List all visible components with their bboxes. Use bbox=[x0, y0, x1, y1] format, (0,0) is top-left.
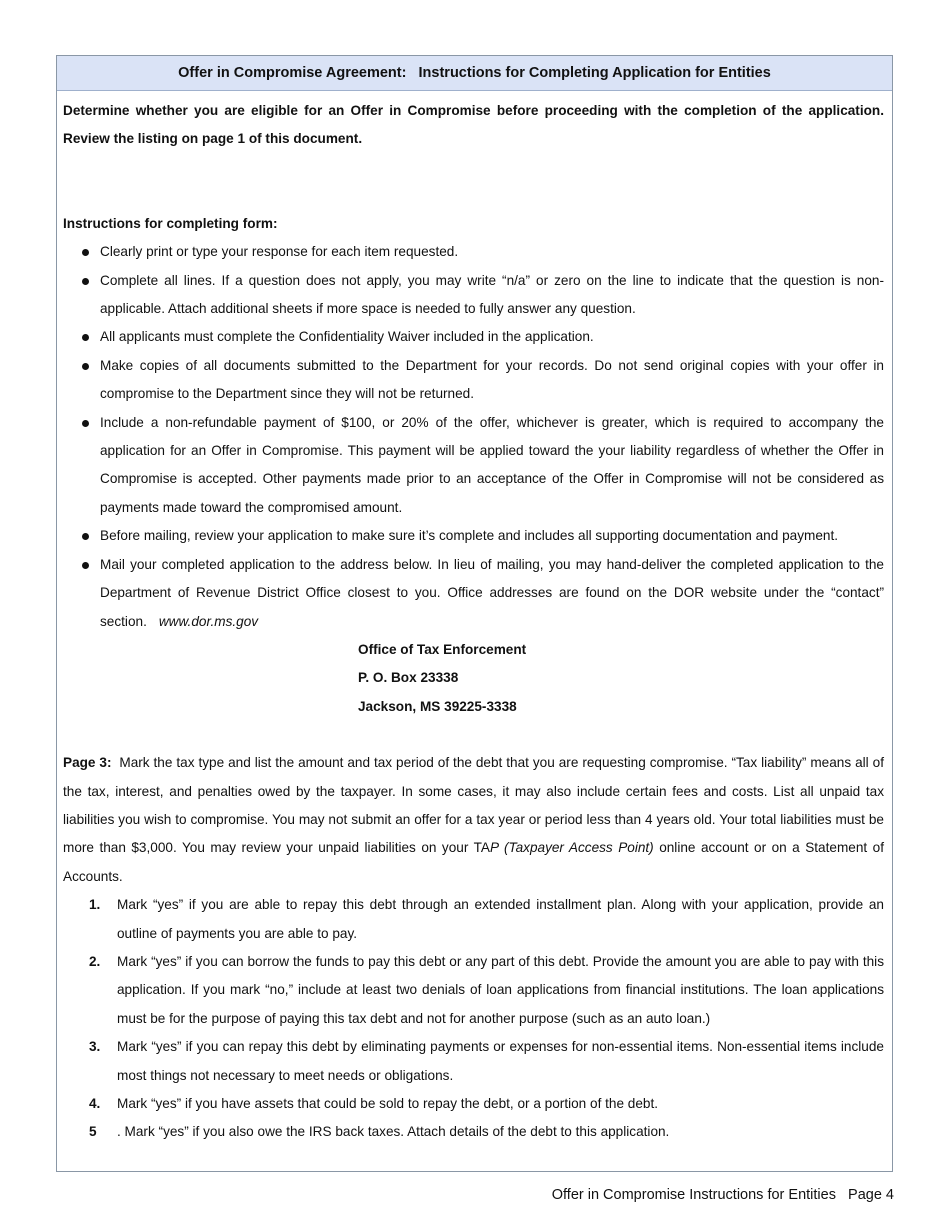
bullet-icon bbox=[82, 420, 89, 427]
list-item: All applicants must complete the Confidentiality Waiver included in the application. bbox=[100, 323, 884, 351]
eligibility-intro: Determine whether you are eligible for an Offer in Compromise before proceeding with the completion of the application. Review the listing on page 1 of this document. bbox=[63, 103, 884, 147]
bullet-icon bbox=[82, 562, 89, 569]
instructions-heading: Instructions for completing form: bbox=[63, 215, 278, 231]
step-number: 4. bbox=[89, 1096, 101, 1111]
panel-content bbox=[57, 91, 892, 1147]
list-item: Include a non-refundable payment of $100, or 20% of the offer, whichever is greater, which is required to accompany the application for an Offer in Compromise. This payment will be applied toward the your liability regardless of whether the Offer in Compromise is accepted. Other payments made prior to an acceptance of the Offer in Compromise will not be considered as payments made toward the compromised amount. bbox=[100, 409, 884, 523]
page-title: Offer in Compromise Agreement: Instructions for Completing Application for Entities bbox=[57, 56, 892, 91]
mailing-address-line1: Office of Tax Enforcement bbox=[358, 641, 527, 657]
instructions-panel bbox=[56, 55, 893, 1172]
step-number: 3. bbox=[89, 1039, 101, 1055]
page3-label: Page 3: bbox=[63, 755, 112, 771]
spacer bbox=[63, 154, 884, 210]
bullet-icon bbox=[82, 533, 89, 540]
step-number: 2. bbox=[89, 953, 101, 969]
step-number: 5 bbox=[89, 1124, 97, 1140]
bullet-icon bbox=[82, 363, 89, 370]
page3-steps bbox=[63, 891, 884, 1147]
list-item: Clearly print or type your response for each item requested. bbox=[100, 238, 884, 266]
bullet-icon bbox=[82, 278, 89, 285]
step-number: 1. bbox=[89, 897, 101, 913]
instructions-list bbox=[63, 238, 884, 636]
list-item: Make copies of all documents submitted to the Department for your records. Do not send original copies with your offer in compromise to the Department since they will not be returned. bbox=[100, 352, 884, 409]
mailing-address-line3: Jackson, MS 39225-3338 bbox=[358, 698, 517, 714]
spacer bbox=[63, 721, 884, 749]
list-item: 5 . Mark “yes” if you also owe the IRS back taxes. Attach details of the debt to this application. bbox=[117, 1118, 884, 1146]
list-item: 4. Mark “yes” if you have assets that could be sold to repay the debt, or a portion of the debt. bbox=[117, 1090, 884, 1118]
list-item: 2. Mark “yes” if you can borrow the funds to pay this debt or any part of this debt. Provide the amount you are able to pay with this application. If you mark “no,” include at least two denials of loan applications from financial institutions. The loan applications must be for the purpose of paying this tax debt and not for another purpose (such as an auto loan.) bbox=[117, 948, 884, 1033]
bullet-icon bbox=[82, 334, 89, 341]
website-link[interactable]: www.dor.ms.gov bbox=[158, 613, 259, 629]
list-item: 3. Mark “yes” if you can repay this debt by eliminating payments or expenses for non-essential items. Non-essential items include most things not necessary to meet needs or obligations. bbox=[117, 1033, 884, 1090]
list-item: Complete all lines. If a question does not apply, you may write “n/a” or zero on the line to indicate that the question is non-applicable. Attach additional sheets if more space is needed to fully answer any question. bbox=[100, 267, 884, 324]
page-footer: Offer in Compromise Instructions for Entities Page 4 bbox=[551, 1187, 894, 1203]
list-item: Mail your completed application to the address below. In lieu of mailing, you may hand-deliver the completed application to the Department of Revenue District Office closest to you. Office addresses are found on the DOR website under the “contact” section. www.dor.ms.gov bbox=[100, 551, 884, 636]
list-item: Before mailing, review your application to make sure it’s complete and includes all supporting documentation and payment. bbox=[100, 522, 884, 550]
list-item: 1. Mark “yes” if you are able to repay this debt through an extended installment plan. Along with your application, provide an outline of payments you are able to pay. bbox=[117, 891, 884, 948]
bullet-icon bbox=[82, 249, 89, 256]
mailing-address-line2: P. O. Box 23338 bbox=[358, 670, 459, 686]
page3-instructions: Page 3: Mark the tax type and list the amount and tax period of the debt that you are requesting compromise. “Tax liability” means all of the tax, interest, and penalties owed by the taxpayer. In some cases, it may also include certain fees and costs. List all unpaid tax liabilities you wish to compromise. You may not submit an offer for a tax year or period less than 4 years old. Your total liabilities must be more than $3,000. You may review your unpaid liabilities on your TAP (Taxpayer Access Point) online account or on a Statement of Accounts. bbox=[63, 755, 884, 884]
